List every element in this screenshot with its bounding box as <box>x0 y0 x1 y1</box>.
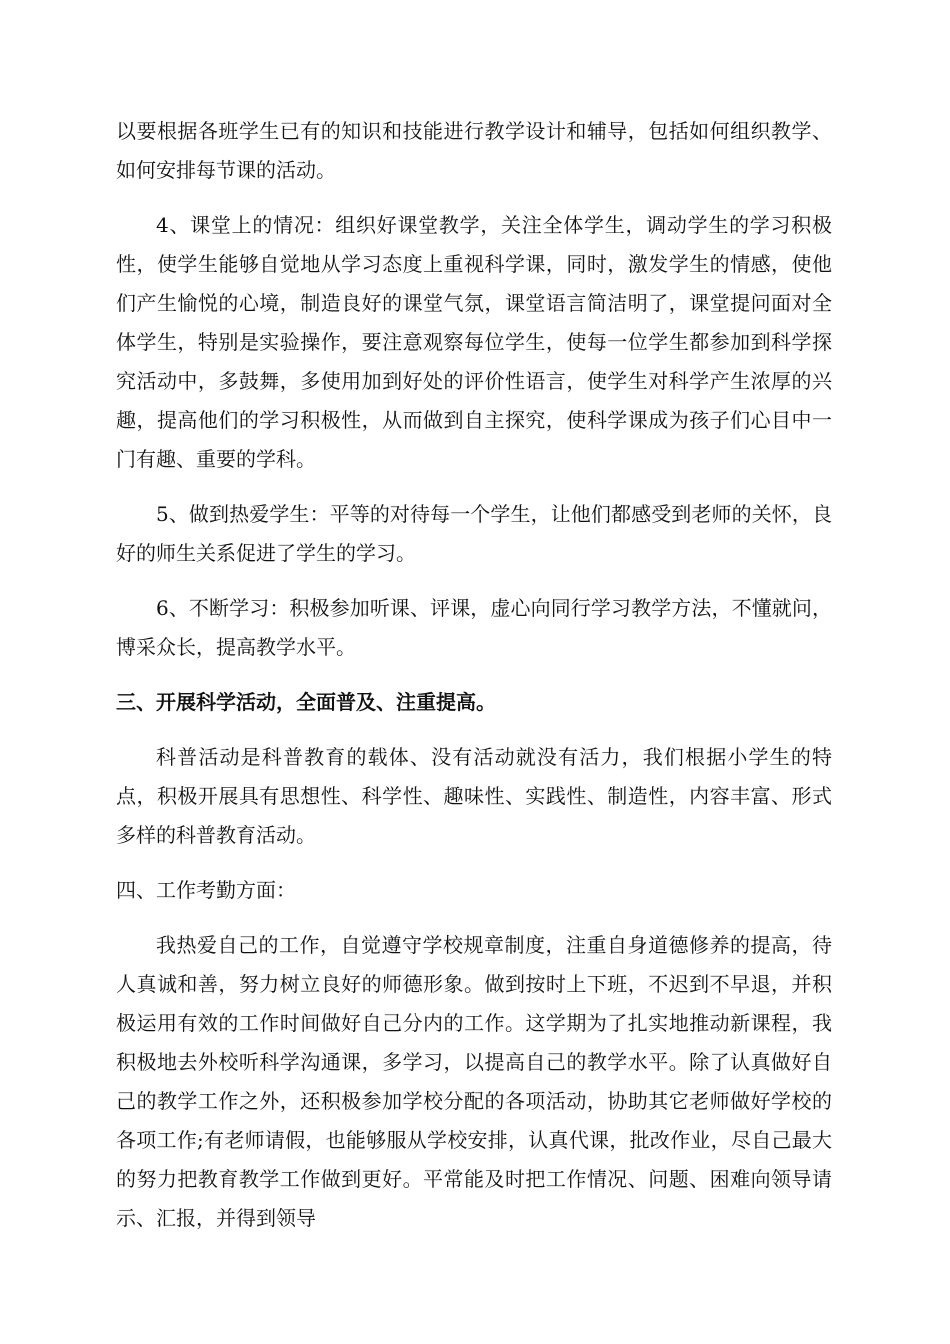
paragraph-attendance: 我热爱自己的工作，自觉遵守学校规章制度，注重自身道德修养的提高，待人真诚和善，努力树立良好的师德形象。做到按时上下班，不迟到不早退，并积极运用有效的工作时间做好自己分内的工作。这学期为了扎实地推动新课程，我积极地去外校听科学沟通课，多学习，以提高自己的教学水平。除了认真做好自己的教学工作之外，还积极参加学校分配的各项活动，协助其它老师做好学校的各项工作;有老师请假，也能够服从学校安排，认真代课，批改作业，尽自己最大的努力把教育教学工作做到更好。平常能及时把工作情况、问题、困难向领导请示、汇报，并得到领导 <box>116 933 832 1230</box>
paragraph-continuous-learning: 6、不断学习：积极参加听课、评课，虚心向同行学习教学方法，不懂就问，博采众长，提高教学水平。 <box>116 596 832 659</box>
paragraph-science-activities: 科普活动是科普教育的载体、没有活动就没有活力，我们根据小学生的特点，积极开展具有思想性、科学性、趣味性、实践性、制造性，内容丰富、形式多样的科普教育活动。 <box>116 745 832 847</box>
paragraph-continuation: 以要根据各班学生已有的知识和技能进行教学设计和辅导，包括如何组织教学、如何安排每节课的活动。 <box>116 119 832 182</box>
paragraph-classroom: 4、课堂上的情况：组织好课堂教学，关注全体学生，调动学生的学习积极性，使学生能够自觉地从学习态度上重视科学课，同时，激发学生的情感，使他们产生愉悦的心境，制造良好的课堂气氛，课堂语言简洁明了，课堂提问面对全体学生，特别是实验操作，要注意观察每位学生，使每一位学生都参加到科学探究活动中，多鼓舞，多使用加到好处的评价性语言，使学生对科学产生浓厚的兴趣，提高他们的学习积极性，从而做到自主探究，使科学课成为孩子们心目中一门有趣、重要的学科。 <box>116 213 832 471</box>
section-heading-attendance: 四、工作考勤方面： <box>116 878 296 902</box>
section-heading-science-activities: 三、开展科学活动，全面普及、注重提高。 <box>116 690 496 714</box>
paragraph-love-students: 5、做到热爱学生：平等的对待每一个学生，让他们都感受到老师的关怀，良好的师生关系促进了学生的学习。 <box>116 502 832 565</box>
document-page <box>116 112 832 1254</box>
